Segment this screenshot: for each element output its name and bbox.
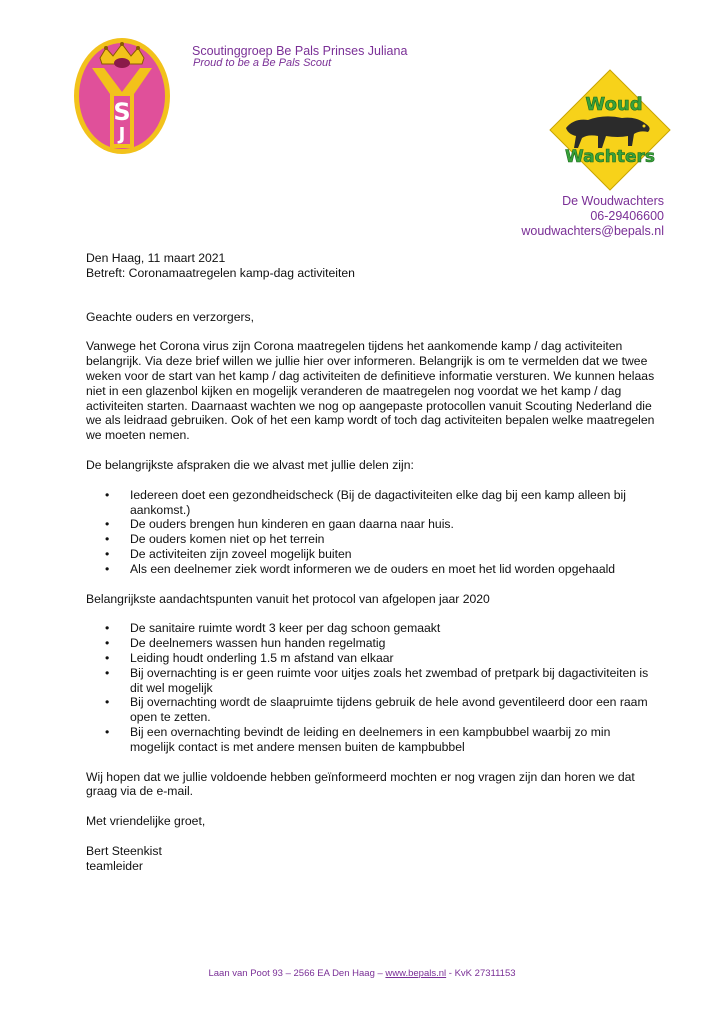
- protocol-list: [86, 621, 656, 754]
- list-item: • Bij overnachting wordt de slaapruimte tijdens gebruik de hele avond geventileerd door een raam open te zetten.: [86, 695, 656, 725]
- list-item: • De ouders komen niet op het terrein: [86, 532, 656, 547]
- bepals-logo: [72, 36, 172, 156]
- signer-role: teamleider: [86, 858, 143, 873]
- intro-paragraph: Vanwege het Corona virus zijn Corona maatregelen tijdens het aankomende kamp / dag activiteiten belangrijk. Via deze brief willen we jullie hier over informeren. Belangrijk is om te vermelden dat we twee weken voor de start van het kamp / dag activiteiten de definitieve informatie versturen. We kunnen helaas niet in een glazenbol kijken en mogelijk veranderen de maatregelen nog voordat we het kamp / dag activiteiten starten. Daarnaast wachten we nog op aangepaste protocollen vanuit Scouting Nederland die we als leidraad gebruiken. Ook of het een kamp wordt of toch dag activiteiten bepalen welke maatregelen we moeten nemen.: [86, 339, 655, 443]
- contact-name: De Woudwachters: [562, 194, 664, 208]
- footer-address: Laan van Poot 93 – 2566 EA Den Haag –: [208, 968, 386, 979]
- contact-phone: 06-29406600: [590, 209, 664, 223]
- svg-text:S: S: [113, 98, 131, 126]
- place-date: Den Haag, 11 maart 2021: [86, 251, 226, 265]
- list1-heading: De belangrijkste afspraken die we alvast met jullie delen zijn:: [86, 457, 414, 472]
- woud-logo-text-2: Wachters: [565, 147, 655, 167]
- contact-email[interactable]: woudwachters@bepals.nl: [521, 224, 664, 238]
- contact-block: [521, 194, 664, 239]
- list-item: • Bij overnachting is er geen ruimte voor uitjes zoals het zwembad of pretpark bij dagactiviteiten is dit wel mogelijk: [86, 666, 656, 696]
- svg-text:J: J: [118, 124, 126, 145]
- list-item: • De sanitaire ruimte wordt 3 keer per dag schoon gemaakt: [86, 621, 656, 636]
- list-item: • De deelnemers wassen hun handen regelmatig: [86, 636, 656, 651]
- letter-body: [86, 251, 656, 874]
- footer: [0, 968, 724, 979]
- agreements-list: [86, 488, 656, 577]
- woud-logo-text-1: Woud: [585, 94, 643, 115]
- salutation: Geachte ouders en verzorgers,: [86, 309, 255, 324]
- closing-paragraph: Wij hopen dat we jullie voldoende hebben geïnformeerd mochten er nog vragen zijn dan horen we dat graag via de e-mail.: [86, 769, 635, 799]
- closing: Met vriendelijke groet,: [86, 814, 206, 829]
- org-tagline: Proud to be a Be Pals Scout: [193, 57, 332, 69]
- subject-line: Betreft: Coronamaatregelen kamp-dag activiteiten: [86, 265, 355, 280]
- org-name: Scoutinggroep Be Pals Prinses Juliana: [192, 44, 408, 58]
- footer-website-link[interactable]: www.bepals.nl: [385, 968, 447, 979]
- list-item: • De ouders brengen hun kinderen en gaan daarna naar huis.: [86, 517, 656, 532]
- list-item: • Bij een overnachting bevindt de leiding en deelnemers in een kampbubbel waarbij zo min mogelijk contact is met andere mensen buiten de kampbubbel: [86, 725, 656, 755]
- woudwachters-logo: [548, 68, 672, 192]
- list-item: • Iedereen doet een gezondheidscheck (Bij de dagactiviteiten elke dag bij een kamp alleen bij aankomst.): [86, 488, 656, 518]
- list-item: • De activiteiten zijn zoveel mogelijk buiten: [86, 547, 656, 562]
- signer-name: Bert Steenkist: [86, 843, 162, 858]
- list-item: • Als een deelnemer ziek wordt informeren we de ouders en moet het lid worden opgehaald: [86, 562, 656, 577]
- footer-kvk: - KvK 27311153: [446, 968, 516, 979]
- list2-heading: Belangrijkste aandachtspunten vanuit het protocol van afgelopen jaar 2020: [86, 591, 490, 606]
- list-item: • Leiding houdt onderling 1.5 m afstand van elkaar: [86, 651, 656, 666]
